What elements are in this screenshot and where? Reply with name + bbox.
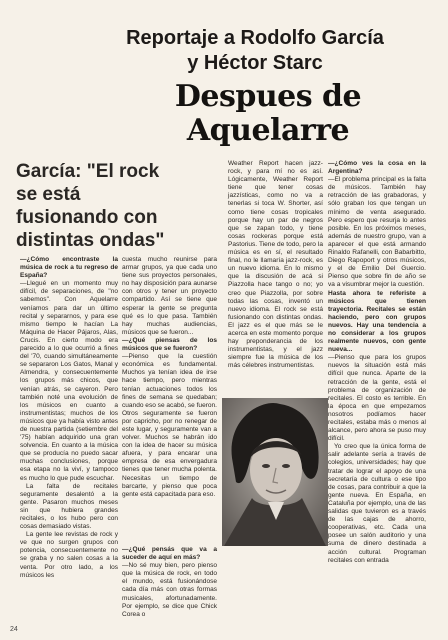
- text-column-2-bottom: [122, 546, 217, 619]
- answer-paragraph: —Pienso que para los grupos nuevos la situación está más difícil que nunca. Aparte de la retracción de la gente, está el problema de organización de recitales. El costo es terrible. En la época en que empezamos nosotros podíamos hacer recitales, estaba más o menos al alcance, pero ahora se puso muy difícil.: [328, 354, 426, 443]
- pull-quote: García: "El rock se está fusionando con distintas ondas": [16, 161, 165, 251]
- answer-paragraph: cuesta mucho reunirse para armar grupos, ya que cada uno tiene sus proyectos personales, no hay disposición para aunarse con otros y tener un proyecto compartido. Así se tiene que esperar la gente se pregunta qué es lo que pasa. También hay muchas audiencias, músicos que se fueron...: [122, 256, 217, 336]
- question-paragraph: —¿Cómo encontraste la música de rock a tu regreso de España?: [20, 256, 118, 280]
- text-column-2: [122, 256, 217, 499]
- question-paragraph: —¿Qué piensas de los músicos que se fueron?: [122, 336, 217, 353]
- answer-paragraph: Yo creo que la única forma de salir adelante sería a través de colegios, universidades; hay que tratar de lograr el apoyo de una secretaría de cultura o ese tipo de cosas, para contribuir a que la gente nueva. En España, en Cataluña por ejemplo, una de las salidas que tuvieron es a través de las cajas de ahorro, cooperativas, etc. Cada una posee un salón auditorio y una suma de dinero destinada a acción cultural. Programan recitales con entrada: [328, 443, 426, 564]
- kicker-line-2: y Héctor Starc: [187, 52, 323, 74]
- page-number: 24: [10, 626, 18, 633]
- text-column-3: [228, 160, 323, 370]
- question-paragraph: —¿Cómo ves la cosa en la Argentina?: [328, 160, 426, 176]
- kicker-line-1: Reportaje a Rodolfo García: [126, 27, 384, 49]
- question-paragraph: —¿Qué pensás que va a suceder de aquí en más?: [122, 546, 217, 562]
- answer-paragraph: La falta de recitales seguramente desalentó a la gente. Pasaron muchos meses sin que hubiera grandes recitales, o los hubo pero con cosas demasiado vistas.: [20, 482, 118, 531]
- article-kicker: [80, 26, 430, 76]
- answer-paragraph: —El problema principal es la falta de músicos. También hay retracción de las grabadoras, y sólo graban los que tengan un mínimo de venta asegurado. Pero espero que resurja lo antes posible. En los próximos meses, además de nuestro grupo, van a aparecer el que está armando Rinaldo Rafanelli, con Babarbitto, Diego Rapoport y otros músicos, y el de Emilio Del Guercio. Pienso que sobre fin de año se va a visumbrar mejor la cuestión.: [328, 176, 426, 289]
- headline-line-1: Despues de: [174, 79, 362, 114]
- portrait-photo-image: [222, 398, 328, 546]
- answer-paragraph: Weather Report hacen jazz-rock, y para mí no es así. Lógicamente, Weather Report tiene que tener cosas jazzísticas, como no va a tenerlas si toca W. Shorter, así como tiene cosas tropicales porque hay un par de negros que se zapan todo, y tiene cosas rockeras porque está Pastorius. Tiene de todo, pero la música es en sí, el resultado final, no le llamaría jazz-rock, es un nuevo idioma. En lo mismo que la discusión de acá si Piazzolla hace tango o no; yo creo que Piazzolla, por sobre todas las cosas, inventó un nuevo idioma. El rock se está fusionando con distintas ondas. El jazz es el que más se le acerca en este momento porque hay preponderancia de los instrumentistas, y el jazz siempre fue la música de los más célebres instrumentistas.: [228, 160, 323, 370]
- answer-paragraph: —Pienso que la cuestión económica es fundamental. Muchos ya tenían idea de irse hace tiempo, pero mientras tenían actuaciones todos los fines de semana se quedaban; cuando eso se acabó, se fueron. Otros seguramente se fueron por capricho, por no renegar de este lugar, y seguramente van a volver. Muchos se habrán ido con la idea de hacer su música afuera, y para encarar una empresa de esa envergadura tienes que tener mucha polenta. Necesitas un tiempo de barcarte, y pienso que poca gente está capacitada para eso.: [122, 353, 217, 498]
- portrait-photo: [222, 398, 328, 546]
- question-paragraph: Hasta ahora te referiste a músicos que tienen trayectoria. Recitales se están haciendo, pero con grupos nuevos. Hay una tendencia a no considerar a los grupos realmente nuevos, con gente nueva...: [328, 289, 426, 354]
- headline-line-2: Aquelarre: [186, 113, 350, 148]
- answer-paragraph: —No sé muy bien, pero pienso que la música de rock, en todo el mundo, está fusionándose cada día más con otras formas musicales, afortunadamente. Por ejemplo, se dice que Chick Corea o: [122, 562, 217, 618]
- answer-paragraph: —Llegué en un momento muy difícil, de separaciones, de "no sabemos". Con Aquelarre veníamos para dar un último recital y separarnos, y para ese mismo tiempo le hacían La Máquina de Hacer Pájaros, Alas, Crucis. En cierto modo era parecido a lo que ocurrió a fines del '70, cuando simultáneamente se separaron Los Gatos, Manal y Almendra, y consecuentemente los grupos más chicos, que venían atrás, se cayeron. Pero también noté una evolución de los músicos en cuanto a instrumentistas; muchos de los músicos que ya había visto antes de nuestra partida (setiembre del '75) habían adquirido una gran solvencia. En cuanto a la música que se producía no puedo sacar muchas conclusiones, porque esa etapa no la viví, y tampoco es mucho lo que pude escuchar.: [20, 280, 118, 482]
- text-column-4: [328, 160, 426, 565]
- answer-paragraph: La gente lee revistas de rock y ve que no surgen grupos con potencia, consecuentemente no se graba y no salen cosas a la venta. Por otro lado, a los músicos les: [20, 531, 118, 579]
- article-headline: [138, 80, 398, 148]
- text-column-1: [20, 256, 118, 580]
